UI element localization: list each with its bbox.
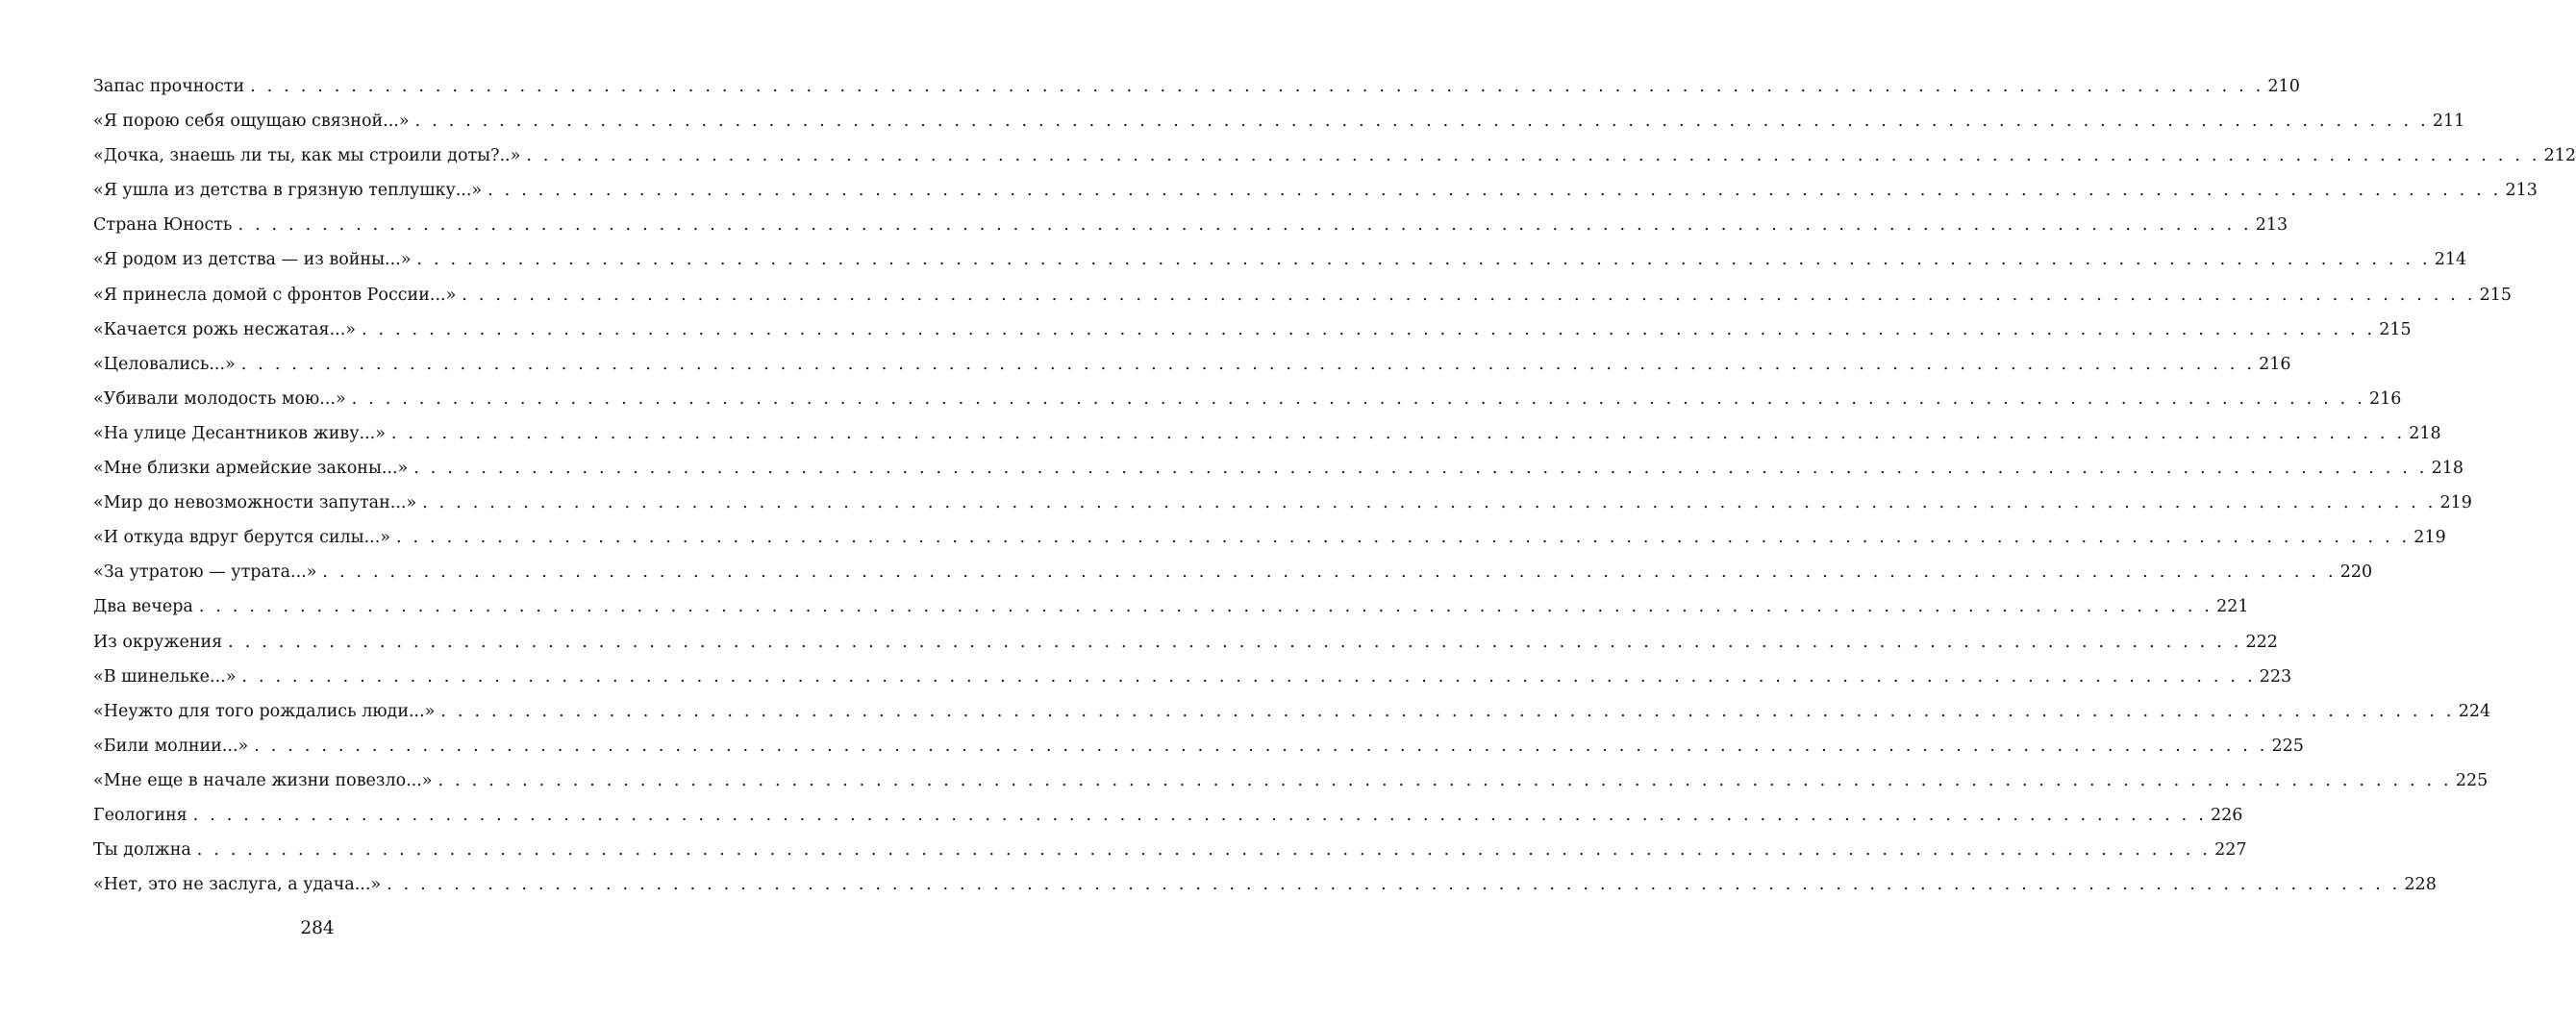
dot-leader: . . . . . . . . . . . . . . . . . . . . . . . . . . . . . . . . . . . . . . . . . . . . . . . . . . . . . . . . . . . . . . . . . . . . . . . . . . . . . . . . . . . . . . . . . . . . . . . . . . . . . . . . . . . . . . . . . . . . . . . . <box>414 112 2429 132</box>
toc-entry <box>93 729 2304 763</box>
toc-entry-page: 228 <box>2404 875 2437 895</box>
toc-entry-title: Геологиня <box>93 805 188 825</box>
toc-entry-page: 218 <box>2409 423 2441 443</box>
toc-entry-title: «Я родом из детства — из войны...» <box>93 250 412 270</box>
toc-entry <box>93 347 2291 382</box>
toc-entry-title: «Нет, это не заслуга, а удача...» <box>93 875 382 895</box>
dot-leader: . . . . . . . . . . . . . . . . . . . . . . . . . . . . . . . . . . . . . . . . . . . . . . . . . . . . . . . . . . . . . . . . . . . . . . . . . . . . . . . . . . . . . . . . . . . . . . . . . . . . . . . . . . . . . . . . . . . . . . . . <box>416 250 2431 270</box>
toc-entry-page: 210 <box>2267 77 2300 96</box>
toc-entry-title: Из окружения <box>93 632 223 652</box>
toc-entry-title: «Мне близки армейские законы...» <box>93 459 409 479</box>
toc-entry <box>93 242 2467 277</box>
toc-entry-title: «За утратою — утрата...» <box>93 562 317 583</box>
toc-entry-page: 224 <box>2458 701 2491 721</box>
toc-entry-page: 213 <box>2505 181 2538 201</box>
dot-leader: . . . . . . . . . . . . . . . . . . . . . . . . . . . . . . . . . . . . . . . . . . . . . . . . . . . . . . . . . . . . . . . . . . . . . . . . . . . . . . . . . . . . . . . . . . . . . . . . . . . . . . . . . . . . . . . . . . . . . . . . <box>440 701 2455 721</box>
dot-leader: . . . . . . . . . . . . . . . . . . . . . . . . . . . . . . . . . . . . . . . . . . . . . . . . . . . . . . . . . . . . . . . . . . . . . . . . . . . . . . . . . . . . . . . . . . . . . . . . . . . . . . . . . . . . . . . . . . . . . . . . <box>240 354 2256 374</box>
toc-entry <box>93 312 2412 347</box>
toc-entry-title: Страна Юность <box>93 215 233 236</box>
toc-entry-title: «Мне еще в начале жизни повезло...» <box>93 770 433 790</box>
toc-entry <box>93 416 2441 451</box>
toc-entry-page: 212 <box>2543 146 2576 166</box>
dot-leader: . . . . . . . . . . . . . . . . . . . . . . . . . . . . . . . . . . . . . . . . . . . . . . . . . . . . . . . . . . . . . . . . . . . . . . . . . . . . . . . . . . . . . . . . . . . . . . . . . . . . . . . . . . . . . . . . . . . . . . . . <box>438 770 2452 790</box>
toc-entry <box>93 208 2288 242</box>
toc-entry-page: 214 <box>2434 250 2467 270</box>
toc-entry-title: «На улице Десантников живу...» <box>93 423 386 443</box>
toc-entry-title: «Били молнии...» <box>93 736 249 756</box>
toc-entry <box>93 867 2437 902</box>
dot-leader: . . . . . . . . . . . . . . . . . . . . . . . . . . . . . . . . . . . . . . . . . . . . . . . . . . . . . . . . . . . . . . . . . . . . . . . . . . . . . . . . . . . . . . . . . . . . . . . . . . . . . . . . . . . . . . . . . . . . . . . . <box>413 459 2428 479</box>
dot-leader: . . . . . . . . . . . . . . . . . . . . . . . . . . . . . . . . . . . . . . . . . . . . . . . . . . . . . . . . . . . . . . . . . . . . . . . . . . . . . . . . . . . . . . . . . . . . . . . . . . . . . . . . . . . . . . . . . . . . . . . . <box>254 736 2268 756</box>
toc-entry-title: «Мир до невозможности запутан...» <box>93 493 417 513</box>
toc-entry <box>93 278 2512 312</box>
toc-entry <box>93 555 2373 589</box>
table-of-contents <box>93 69 2576 902</box>
dot-leader: . . . . . . . . . . . . . . . . . . . . . . . . . . . . . . . . . . . . . . . . . . . . . . . . . . . . . . . . . . . . . . . . . . . . . . . . . . . . . . . . . . . . . . . . . . . . . . . . . . . . . . . . . . . . . . . . . . . . . . . . <box>390 423 2406 443</box>
toc-entry <box>93 520 2446 555</box>
toc-entry-page: 216 <box>2259 354 2291 374</box>
toc-entry-title: «Убивали молодость мою...» <box>93 388 346 409</box>
toc-entry-page: 215 <box>2379 319 2412 339</box>
dot-leader: . . . . . . . . . . . . . . . . . . . . . . . . . . . . . . . . . . . . . . . . . . . . . . . . . . . . . . . . . . . . . . . . . . . . . . . . . . . . . . . . . . . . . . . . . . . . . . . . . . . . . . . . . . . . . . . . . . . . . . . . <box>241 666 2256 687</box>
dot-leader: . . . . . . . . . . . . . . . . . . . . . . . . . . . . . . . . . . . . . . . . . . . . . . . . . . . . . . . . . . . . . . . . . . . . . . . . . . . . . . . . . . . . . . . . . . . . . . . . . . . . . . . . . . . . . . . . . . . . . . . . <box>387 875 2401 895</box>
toc-entry-page: 225 <box>2455 770 2488 790</box>
toc-entry-page: 227 <box>2214 840 2247 861</box>
toc-entry <box>93 833 2247 867</box>
toc-entry-title: Запас прочности <box>93 77 245 96</box>
dot-leader: . . . . . . . . . . . . . . . . . . . . . . . . . . . . . . . . . . . . . . . . . . . . . . . . . . . . . . . . . . . . . . . . . . . . . . . . . . . . . . . . . . . . . . . . . . . . . . . . . . . . . . . . . . . . . . . . . . . . . . . . <box>250 77 2264 96</box>
dot-leader: . . . . . . . . . . . . . . . . . . . . . . . . . . . . . . . . . . . . . . . . . . . . . . . . . . . . . . . . . . . . . . . . . . . . . . . . . . . . . . . . . . . . . . . . . . . . . . . . . . . . . . . . . . . . . . . . . . . . . . . . <box>228 632 2242 652</box>
dot-leader: . . . . . . . . . . . . . . . . . . . . . . . . . . . . . . . . . . . . . . . . . . . . . . . . . . . . . . . . . . . . . . . . . . . . . . . . . . . . . . . . . . . . . . . . . . . . . . . . . . . . . . . . . . . . . . . . . . . . . . . . <box>322 562 2337 583</box>
toc-entry-title: «И откуда вдруг берутся силы...» <box>93 528 390 548</box>
toc-entry <box>93 625 2278 660</box>
toc-entry-title: «Качается рожь несжатая...» <box>93 319 356 339</box>
toc-entry <box>93 798 2243 833</box>
toc-entry-page: 219 <box>2413 528 2446 548</box>
toc-entry-page: 225 <box>2271 736 2304 756</box>
toc-entry <box>93 589 2249 624</box>
toc-entry-page: 215 <box>2479 285 2512 305</box>
toc-entry <box>93 660 2292 694</box>
dot-leader: . . . . . . . . . . . . . . . . . . . . . . . . . . . . . . . . . . . . . . . . . . . . . . . . . . . . . . . . . . . . . . . . . . . . . . . . . . . . . . . . . . . . . . . . . . . . . . . . . . . . . . . . . . . . . . . . . . . . . . . . <box>196 840 2212 861</box>
toc-entry-page: 218 <box>2431 459 2463 479</box>
toc-entry-page: 216 <box>2368 388 2402 409</box>
toc-entry-page: 213 <box>2255 215 2288 236</box>
dot-leader: . . . . . . . . . . . . . . . . . . . . . . . . . . . . . . . . . . . . . . . . . . . . . . . . . . . . . . . . . . . . . . . . . . . . . . . . . . . . . . . . . . . . . . . . . . . . . . . . . . . . . . . . . . . . . . . . . . . . . . . . <box>422 493 2437 513</box>
toc-entry <box>93 138 2576 173</box>
dot-leader: . . . . . . . . . . . . . . . . . . . . . . . . . . . . . . . . . . . . . . . . . . . . . . . . . . . . . . . . . . . . . . . . . . . . . . . . . . . . . . . . . . . . . . . . . . . . . . . . . . . . . . . . . . . . . . . . . . . . . . . . <box>238 215 2252 236</box>
dot-leader: . . . . . . . . . . . . . . . . . . . . . . . . . . . . . . . . . . . . . . . . . . . . . . . . . . . . . . . . . . . . . . . . . . . . . . . . . . . . . . . . . . . . . . . . . . . . . . . . . . . . . . . . . . . . . . . . . . . . . . . . <box>351 388 2365 409</box>
toc-entry-page: 220 <box>2339 562 2373 583</box>
toc-entry <box>93 486 2472 520</box>
dot-leader: . . . . . . . . . . . . . . . . . . . . . . . . . . . . . . . . . . . . . . . . . . . . . . . . . . . . . . . . . . . . . . . . . . . . . . . . . . . . . . . . . . . . . . . . . . . . . . . . . . . . . . . . . . . . . . . . . . . . . . . . <box>198 597 2213 617</box>
toc-entry-title: Ты должна <box>93 840 191 861</box>
dot-leader: . . . . . . . . . . . . . . . . . . . . . . . . . . . . . . . . . . . . . . . . . . . . . . . . . . . . . . . . . . . . . . . . . . . . . . . . . . . . . . . . . . . . . . . . . . . . . . . . . . . . . . . . . . . . . . . . . . . . . . . . <box>396 528 2411 548</box>
toc-entry <box>93 382 2402 416</box>
toc-entry <box>93 694 2491 729</box>
toc-entry-title: «Я порою себя ощущаю связной...» <box>93 112 410 132</box>
toc-entry-title: «В шинельке...» <box>93 666 237 687</box>
toc-entry-page: 211 <box>2432 112 2465 132</box>
dot-leader: . . . . . . . . . . . . . . . . . . . . . . . . . . . . . . . . . . . . . . . . . . . . . . . . . . . . . . . . . . . . . . . . . . . . . . . . . . . . . . . . . . . . . . . . . . . . . . . . . . . . . . . . . . . . . . . . . . . . . . . . <box>361 319 2376 339</box>
toc-entry-title: «Я ушла из детства в грязную теплушку...» <box>93 181 483 201</box>
toc-entry-title: «Неужто для того рождались люди...» <box>93 701 436 721</box>
toc-entry-page: 221 <box>2216 597 2249 617</box>
toc-entry <box>93 69 2300 104</box>
toc-entry-title: «Целовались...» <box>93 354 236 374</box>
dot-leader: . . . . . . . . . . . . . . . . . . . . . . . . . . . . . . . . . . . . . . . . . . . . . . . . . . . . . . . . . . . . . . . . . . . . . . . . . . . . . . . . . . . . . . . . . . . . . . . . . . . . . . . . . . . . . . . . . . . . . . . . <box>462 285 2476 305</box>
toc-entry-title: «Я принесла домой с фронтов России...» <box>93 285 457 305</box>
toc-entry-page: 223 <box>2259 666 2292 687</box>
toc-entry <box>93 451 2463 486</box>
dot-leader: . . . . . . . . . . . . . . . . . . . . . . . . . . . . . . . . . . . . . . . . . . . . . . . . . . . . . . . . . . . . . . . . . . . . . . . . . . . . . . . . . . . . . . . . . . . . . . . . . . . . . . . . . . . . . . . . . . . . . . . . <box>192 805 2207 825</box>
toc-entry-page: 222 <box>2245 632 2278 652</box>
toc-entry-title: Два вечера <box>93 597 193 617</box>
toc-entry-page: 226 <box>2210 805 2243 825</box>
dot-leader: . . . . . . . . . . . . . . . . . . . . . . . . . . . . . . . . . . . . . . . . . . . . . . . . . . . . . . . . . . . . . . . . . . . . . . . . . . . . . . . . . . . . . . . . . . . . . . . . . . . . . . . . . . . . . . . . . . . . . . . . <box>526 146 2540 166</box>
toc-entry <box>93 173 2538 208</box>
toc-entry-page: 219 <box>2439 493 2472 513</box>
toc-entry <box>93 763 2488 798</box>
dot-leader: . . . . . . . . . . . . . . . . . . . . . . . . . . . . . . . . . . . . . . . . . . . . . . . . . . . . . . . . . . . . . . . . . . . . . . . . . . . . . . . . . . . . . . . . . . . . . . . . . . . . . . . . . . . . . . . . . . . . . . . . <box>488 181 2502 201</box>
toc-entry-title: «Дочка, знаешь ли ты, как мы строили доты?..» <box>93 146 521 166</box>
toc-entry <box>93 104 2465 138</box>
page-number: 284 <box>300 918 335 938</box>
